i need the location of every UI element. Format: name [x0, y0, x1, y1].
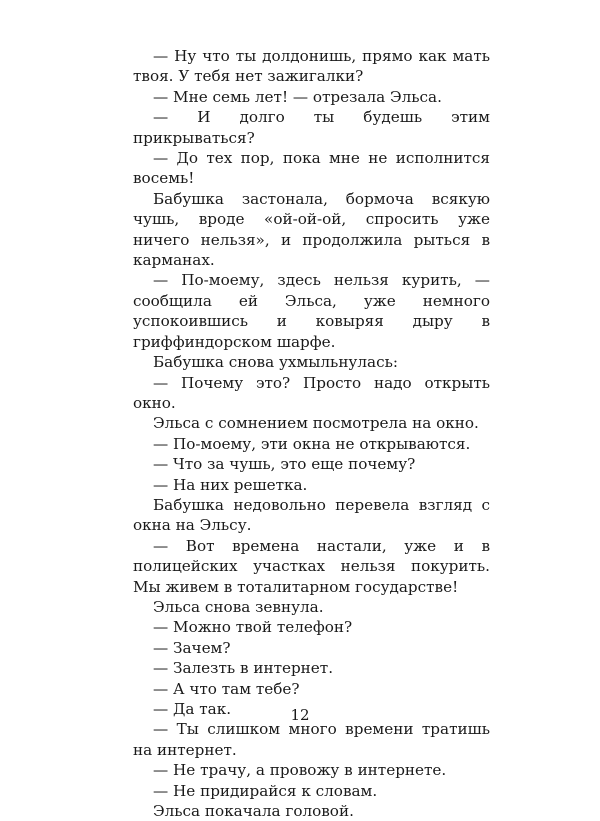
- paragraph: — Да так.: [153, 700, 232, 718]
- paragraph: — Что за чушь, это еще почему?: [153, 455, 416, 474]
- paragraph: Эльса покачала головой.: [153, 802, 354, 821]
- paragraph: — По-моему, здесь нельзя курить, — сообщила ей Эльса, уже немного успокоившись и ковыряя дыру в гриффиндорском шарфе.: [133, 271, 490, 351]
- paragraph: — Можно твой телефон?: [153, 618, 353, 637]
- paragraph: — По-моему, эти окна не открываются.: [153, 434, 471, 453]
- paragraph: — Почему это? Просто надо открыть окно.: [133, 373, 490, 412]
- paragraph: Бабушка недовольно перевела взгляд с окна на Эльсу.: [133, 495, 490, 535]
- paragraph: Эльса снова зевнула.: [153, 597, 324, 616]
- paragraph: — И долго ты будешь этим прикрываться?: [133, 108, 490, 147]
- page-number: 12: [290, 706, 310, 724]
- paragraph: — Ты слишком много времени тратишь на интернет.: [133, 720, 490, 759]
- body-text: [133, 46, 490, 821]
- paragraph: Бабушка снова ухмыльнулась:: [153, 353, 398, 372]
- paragraph: — Не придирайся к словам.: [153, 781, 378, 800]
- paragraph: — Ну что ты долдонишь, прямо как мать твоя. У тебя нет зажигалки?: [133, 47, 490, 86]
- paragraph: — Вот времена настали, уже и в полицейских участках нельзя покурить. Мы живем в тоталитарном государстве!: [133, 536, 490, 596]
- paragraph: Бабушка застонала, бормоча всякую чушь, вроде «ой-ой-ой, спросить уже ничего нельзя», и продолжила рыться в карманах.: [133, 189, 490, 270]
- paragraph: — Залезть в интернет.: [153, 659, 334, 678]
- paragraph: — На них решетка.: [153, 475, 308, 494]
- paragraph: — Мне семь лет! — отрезала Эльса.: [153, 87, 442, 106]
- paragraph: Эльса с сомнением посмотрела на окно.: [153, 414, 479, 433]
- paragraph: — Зачем?: [153, 638, 231, 657]
- paragraph: — А что там тебе?: [153, 679, 300, 698]
- paragraph: — Не трачу, а провожу в интернете.: [153, 761, 447, 780]
- paragraph: — До тех пор, пока мне не исполнится восемь!: [133, 149, 490, 188]
